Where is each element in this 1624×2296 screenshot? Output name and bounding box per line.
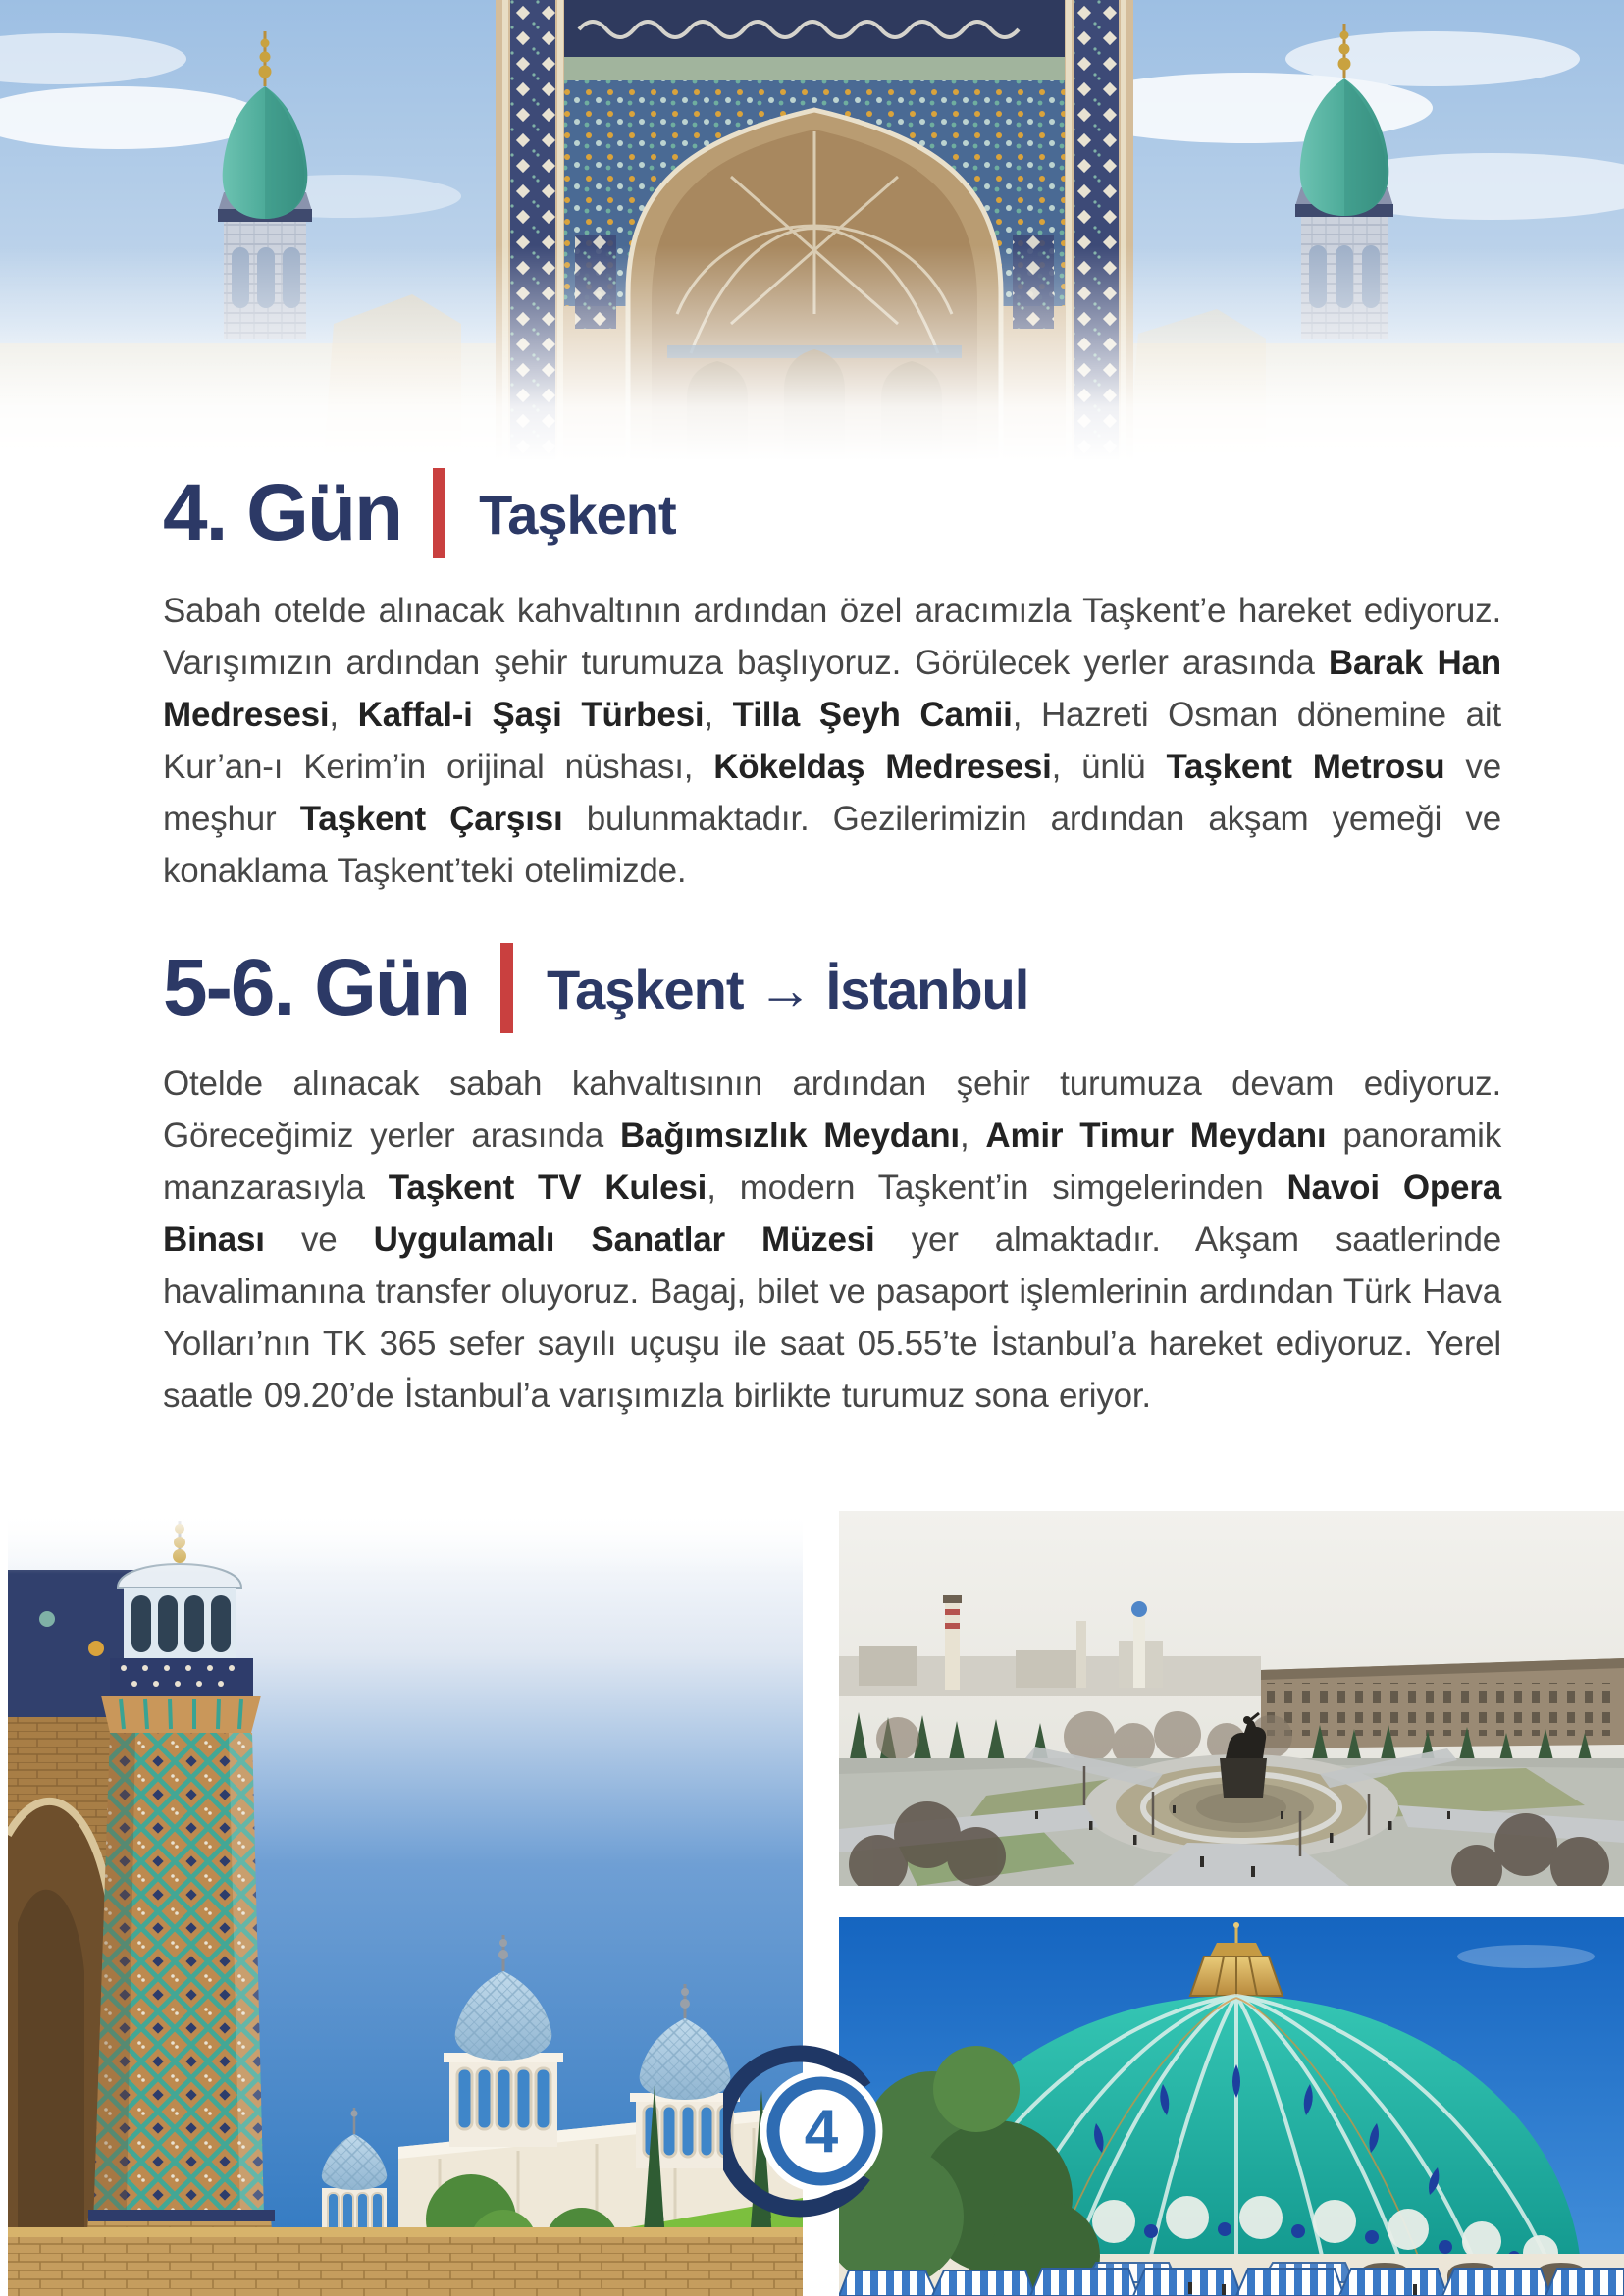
page-number: 4 bbox=[804, 2098, 839, 2166]
heading-divider-bar bbox=[500, 943, 513, 1033]
photo-amir-timur-square bbox=[839, 1511, 1624, 1886]
photo-minaret-mosque bbox=[8, 1511, 803, 2296]
section-heading-day56 bbox=[163, 934, 1028, 1042]
heading-divider-bar bbox=[433, 468, 445, 558]
day4-label: 4. Gün bbox=[163, 468, 402, 557]
day56-paragraph: Otelde alınacak sabah kahvaltısının ardından şehir turumuza devam ediyoruz. Göreceğimiz yerler arasında Bağımsızlık Meydanı, Amir Timur Meydanı panoramik manzarasıyla Taşkent TV Kulesi, modern Taşkent’in simgelerinden Navoi Opera Binası ve Uygulamalı Sanatlar Müzesi yer almaktadır. Akşam saatlerinde havalimanına transfer oluyoruz. Bagaj, bilet ve pasaport işlemlerinin ardından Türk Hava Yolları’nın TK 365 sefer sayılı uçuşu ile saat 05.55’te İstanbul’a hareket ediyoruz. Yerel saatle 09.20’de İstanbul’a varışımızla birlikte turumuz sona eriyor. bbox=[163, 1065, 1502, 1415]
section-heading-day4 bbox=[163, 459, 676, 567]
page-number-badge bbox=[723, 2033, 919, 2229]
day56-label: 5-6. Gün bbox=[163, 943, 470, 1032]
header-photo-madrasa bbox=[0, 0, 1624, 461]
day4-route-label: Taşkent bbox=[479, 484, 676, 546]
day4-paragraph: Sabah otelde alınacak kahvaltının ardından özel aracımızla Taşkent’e hareket ediyoruz. Varışımızın ardından şehir turumuza başlıyoruz. Görülecek yerler arasında Barak Han Medresesi, Kaffal-i Şaşi Türbesi, Tilla Şeyh Camii, Hazreti Osman dönemine ait Kur’an-ı Kerim’in orijinal nüshası, Kökeldaş Medresesi, ünlü Taşkent Metrosu ve meşhur Taşkent Çarşısı bulunmaktadır. Gezilerimizin ardından akşam yemeği ve konaklama Taşkent’teki otelimizde. bbox=[163, 592, 1501, 890]
photo-chorsu-bazaar bbox=[839, 1917, 1624, 2296]
day56-route-label: Taşkent → İstanbul bbox=[547, 959, 1029, 1020]
madrasa-illustration bbox=[0, 0, 1624, 461]
